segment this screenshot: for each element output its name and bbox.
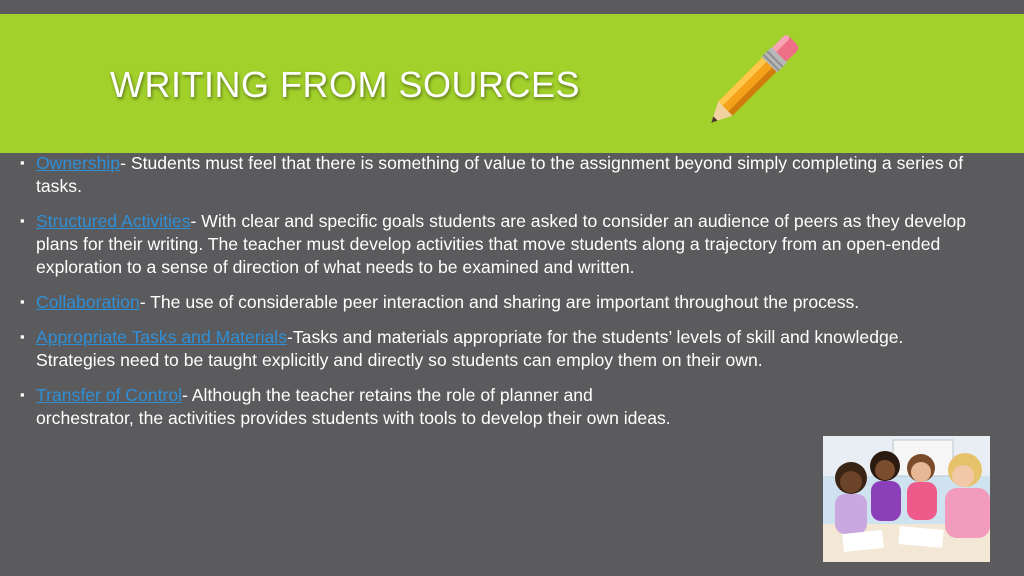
bullet-text: - Students must feel that there is something of value to the assignment beyond simply completing a series of tasks. — [36, 153, 964, 196]
top-strip — [0, 0, 1024, 14]
bullet-text-line2: orchestrator, the activities provides students with tools to develop their own ideas. — [36, 408, 671, 428]
bullet-list — [18, 152, 978, 442]
bullet-text: -Tasks and materials appropriate for the students’ levels of skill and knowledge. Strategies need to be taught explicitly and directly so students can employ them on their own. — [36, 327, 904, 370]
bullet-text: - The use of considerable peer interaction and sharing are important throughout the process. — [139, 292, 860, 312]
bullet-marker: ▪ — [20, 387, 25, 402]
students-photo — [823, 436, 990, 562]
bullet-text: - With clear and specific goals students are asked to consider an audience of peers as they develop plans for their writing. The teacher must develop activities that move students along a trajectory from an open-ended exploration to a sense of direction of what needs to be examined and written. — [36, 211, 967, 277]
term-structured-activities[interactable]: Structured Activities — [36, 211, 191, 231]
bullet-text: - Although the teacher retains the role of planner and — [182, 385, 593, 405]
list-item — [18, 384, 978, 430]
bullet-marker: ▪ — [20, 155, 25, 170]
term-appropriate-tasks[interactable]: Appropriate Tasks and Materials — [36, 327, 288, 347]
list-item — [18, 152, 978, 198]
slide-title: WRITING FROM SOURCES — [110, 64, 580, 105]
term-transfer-of-control[interactable]: Transfer of Control — [36, 385, 183, 405]
term-collaboration[interactable]: Collaboration — [36, 292, 140, 312]
bullet-marker: ▪ — [20, 213, 25, 228]
list-item — [18, 291, 978, 314]
bullet-marker: ▪ — [20, 294, 25, 309]
bullet-marker: ▪ — [20, 329, 25, 344]
term-ownership[interactable]: Ownership — [36, 153, 121, 173]
list-item — [18, 326, 978, 372]
pencil-icon — [692, 22, 814, 140]
list-item — [18, 210, 978, 279]
